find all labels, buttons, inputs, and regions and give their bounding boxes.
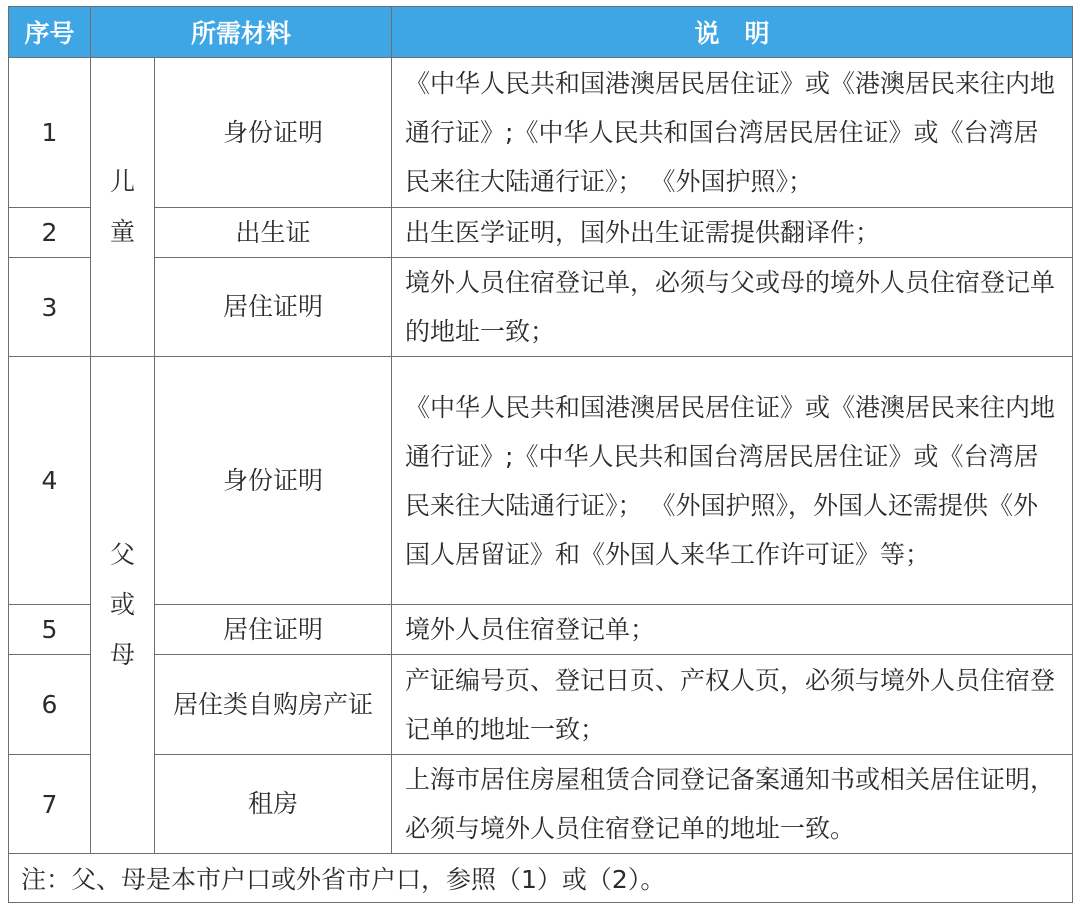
row-number: 3	[9, 258, 91, 357]
table-row	[9, 605, 1073, 655]
description-cell: 出生医学证明，国外出生证需提供翻译件；	[392, 208, 1073, 258]
material-cell: 身份证明	[155, 357, 392, 605]
note-text: 注：父、母是本市户口或外省市户口，参照（1）或（2）。	[9, 854, 1073, 903]
material-cell: 居住证明	[155, 258, 392, 357]
table-row	[9, 208, 1073, 258]
description-cell: 上海市居住房屋租赁合同登记备案通知书或相关居住证明，必须与境外人员住宿登记单的地址一致。	[392, 755, 1073, 854]
row-number: 1	[9, 58, 91, 208]
row-number: 7	[9, 755, 91, 854]
group-label-parent: 父或母	[91, 357, 155, 854]
description-cell: 境外人员住宿登记单；	[392, 605, 1073, 655]
description-cell: 产证编号页、登记日页、产权人页，必须与境外人员住宿登记单的地址一致；	[392, 655, 1073, 755]
group-label-child: 儿童	[91, 58, 155, 357]
header-row	[9, 7, 1073, 58]
header-material: 所需材料	[91, 7, 392, 58]
material-cell: 出生证	[155, 208, 392, 258]
materials-table	[8, 6, 1073, 903]
table-row	[9, 58, 1073, 208]
row-number: 6	[9, 655, 91, 755]
description-cell: 境外人员住宿登记单，必须与父或母的境外人员住宿登记单的地址一致；	[392, 258, 1073, 357]
row-number: 2	[9, 208, 91, 258]
row-number: 4	[9, 357, 91, 605]
row-number: 5	[9, 605, 91, 655]
header-index: 序号	[9, 7, 91, 58]
table-row	[9, 357, 1073, 605]
table-row	[9, 655, 1073, 755]
table-row	[9, 258, 1073, 357]
material-cell: 居住类自购房产证	[155, 655, 392, 755]
table-row	[9, 755, 1073, 854]
material-cell: 租房	[155, 755, 392, 854]
header-description: 说 明	[392, 7, 1073, 58]
description-cell: 《中华人民共和国港澳居民居住证》或《港澳居民来往内地通行证》;《中华人民共和国台湾居民居住证》或《台湾居民来往大陆通行证》； 《外国护照》，外国人还需提供《外国人居留证》和《外国人来华工作许可证》等；	[392, 357, 1073, 605]
material-cell: 身份证明	[155, 58, 392, 208]
material-cell: 居住证明	[155, 605, 392, 655]
description-cell: 《中华人民共和国港澳居民居住证》或《港澳居民来往内地通行证》;《中华人民共和国台湾居民居住证》或《台湾居民来往大陆通行证》； 《外国护照》；	[392, 58, 1073, 208]
note-row	[9, 854, 1073, 903]
